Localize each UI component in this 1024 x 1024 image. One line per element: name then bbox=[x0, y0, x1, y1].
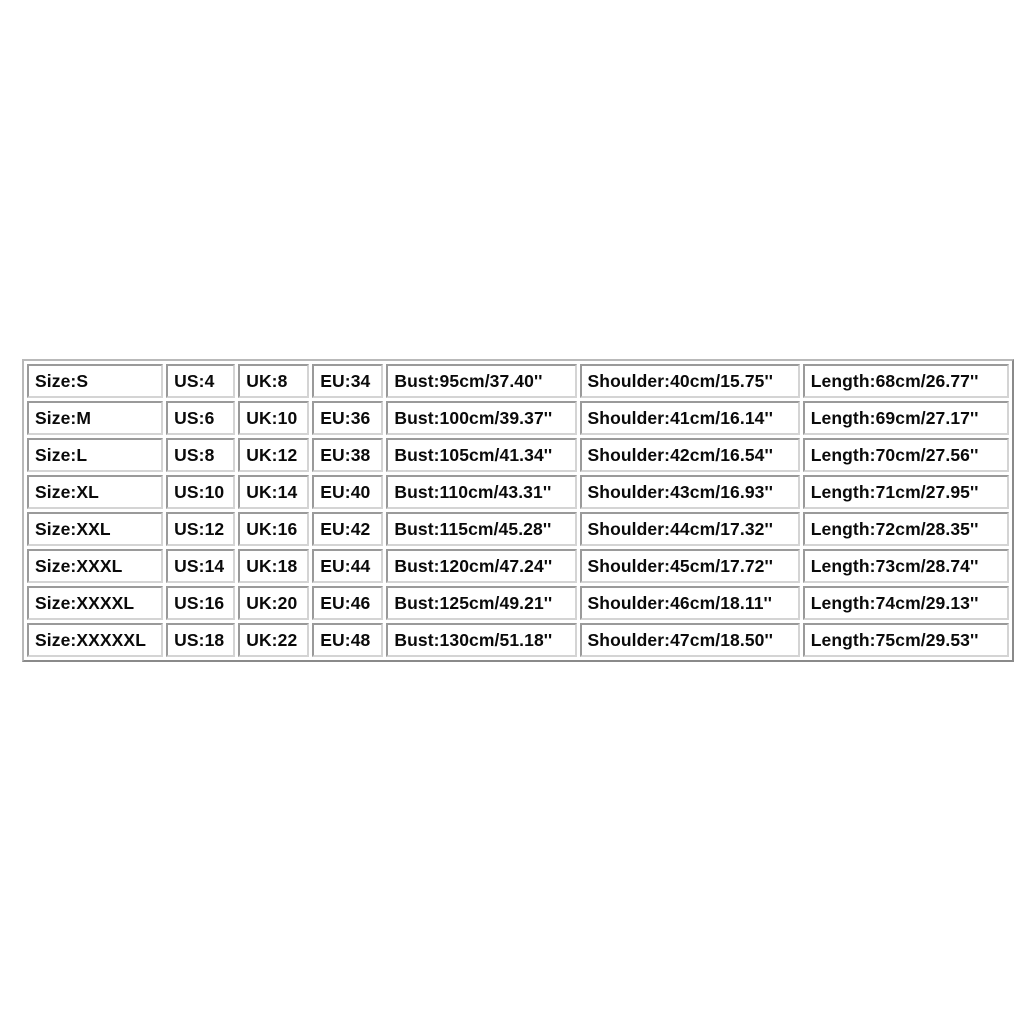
uk-size-cell: UK:12 bbox=[238, 438, 309, 472]
bust-cell: Bust:120cm/47.24'' bbox=[386, 549, 576, 583]
length-cell: Length:68cm/26.77'' bbox=[803, 364, 1009, 398]
us-size-cell: US:10 bbox=[166, 475, 235, 509]
size-cell: Size:XXXXXL bbox=[27, 623, 163, 657]
shoulder-cell: Shoulder:44cm/17.32'' bbox=[580, 512, 800, 546]
length-cell: Length:69cm/27.17'' bbox=[803, 401, 1009, 435]
table-row bbox=[27, 512, 1009, 546]
length-cell: Length:72cm/28.35'' bbox=[803, 512, 1009, 546]
length-cell: Length:74cm/29.13'' bbox=[803, 586, 1009, 620]
uk-size-cell: UK:14 bbox=[238, 475, 309, 509]
bust-cell: Bust:100cm/39.37'' bbox=[386, 401, 576, 435]
us-size-cell: US:6 bbox=[166, 401, 235, 435]
us-size-cell: US:8 bbox=[166, 438, 235, 472]
size-cell: Size:S bbox=[27, 364, 163, 398]
size-cell: Size:XL bbox=[27, 475, 163, 509]
size-cell: Size:XXXXL bbox=[27, 586, 163, 620]
shoulder-cell: Shoulder:43cm/16.93'' bbox=[580, 475, 800, 509]
bust-cell: Bust:130cm/51.18'' bbox=[386, 623, 576, 657]
eu-size-cell: EU:38 bbox=[312, 438, 383, 472]
size-chart-body bbox=[27, 364, 1009, 657]
size-cell: Size:M bbox=[27, 401, 163, 435]
uk-size-cell: UK:8 bbox=[238, 364, 309, 398]
length-cell: Length:75cm/29.53'' bbox=[803, 623, 1009, 657]
eu-size-cell: EU:34 bbox=[312, 364, 383, 398]
table-row bbox=[27, 586, 1009, 620]
length-cell: Length:70cm/27.56'' bbox=[803, 438, 1009, 472]
eu-size-cell: EU:46 bbox=[312, 586, 383, 620]
shoulder-cell: Shoulder:47cm/18.50'' bbox=[580, 623, 800, 657]
size-cell: Size:XXL bbox=[27, 512, 163, 546]
shoulder-cell: Shoulder:45cm/17.72'' bbox=[580, 549, 800, 583]
shoulder-cell: Shoulder:46cm/18.11'' bbox=[580, 586, 800, 620]
shoulder-cell: Shoulder:42cm/16.54'' bbox=[580, 438, 800, 472]
us-size-cell: US:4 bbox=[166, 364, 235, 398]
uk-size-cell: UK:20 bbox=[238, 586, 309, 620]
length-cell: Length:71cm/27.95'' bbox=[803, 475, 1009, 509]
uk-size-cell: UK:16 bbox=[238, 512, 309, 546]
bust-cell: Bust:125cm/49.21'' bbox=[386, 586, 576, 620]
eu-size-cell: EU:42 bbox=[312, 512, 383, 546]
table-row bbox=[27, 401, 1009, 435]
shoulder-cell: Shoulder:40cm/15.75'' bbox=[580, 364, 800, 398]
table-row bbox=[27, 623, 1009, 657]
table-row bbox=[27, 364, 1009, 398]
size-chart-table bbox=[22, 359, 1014, 662]
length-cell: Length:73cm/28.74'' bbox=[803, 549, 1009, 583]
uk-size-cell: UK:22 bbox=[238, 623, 309, 657]
us-size-cell: US:14 bbox=[166, 549, 235, 583]
us-size-cell: US:16 bbox=[166, 586, 235, 620]
bust-cell: Bust:115cm/45.28'' bbox=[386, 512, 576, 546]
bust-cell: Bust:95cm/37.40'' bbox=[386, 364, 576, 398]
size-cell: Size:L bbox=[27, 438, 163, 472]
us-size-cell: US:12 bbox=[166, 512, 235, 546]
us-size-cell: US:18 bbox=[166, 623, 235, 657]
eu-size-cell: EU:44 bbox=[312, 549, 383, 583]
shoulder-cell: Shoulder:41cm/16.14'' bbox=[580, 401, 800, 435]
table-row bbox=[27, 475, 1009, 509]
bust-cell: Bust:105cm/41.34'' bbox=[386, 438, 576, 472]
table-row bbox=[27, 438, 1009, 472]
bust-cell: Bust:110cm/43.31'' bbox=[386, 475, 576, 509]
uk-size-cell: UK:18 bbox=[238, 549, 309, 583]
uk-size-cell: UK:10 bbox=[238, 401, 309, 435]
size-cell: Size:XXXL bbox=[27, 549, 163, 583]
eu-size-cell: EU:48 bbox=[312, 623, 383, 657]
eu-size-cell: EU:36 bbox=[312, 401, 383, 435]
table-row bbox=[27, 549, 1009, 583]
eu-size-cell: EU:40 bbox=[312, 475, 383, 509]
